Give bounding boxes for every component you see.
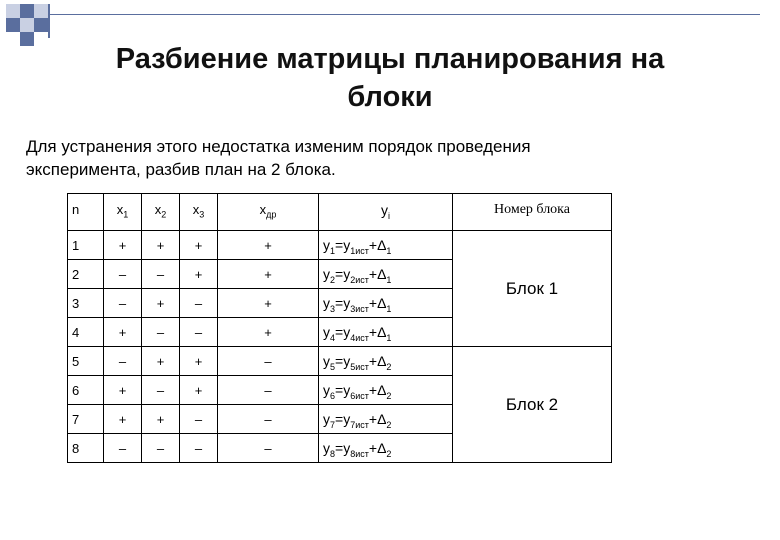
header-y: $y_i$ [319, 194, 453, 231]
intro-text: Для устранения этого недостатка изменим порядок проведения эксперимента, разбив план на 2 блока. [26, 137, 531, 179]
header-x2: $x_2$ [142, 194, 180, 231]
cell-x2: – [142, 434, 180, 463]
cell-x2: + [142, 289, 180, 318]
cell-n: 6 [68, 376, 104, 405]
block-label-1: Блок 1 [453, 231, 612, 347]
decor-square [34, 4, 48, 18]
cell-y: $y_2=y_{2ист}+\Delta_1$ [319, 260, 453, 289]
cell-y: $y_4=y_{4ист}+\Delta_1$ [319, 318, 453, 347]
cell-x3: – [180, 289, 218, 318]
cell-x3: + [180, 260, 218, 289]
header-block-number: Номер блока [453, 194, 612, 231]
cell-y: $y_1=y_{1ист}+\Delta_1$ [319, 231, 453, 260]
cell-x2: – [142, 260, 180, 289]
cell-n: 1 [68, 231, 104, 260]
cell-x2: – [142, 376, 180, 405]
decor-line-vertical [48, 4, 50, 38]
table-row [68, 347, 612, 376]
cell-xab: + [218, 318, 319, 347]
cell-xab: – [218, 434, 319, 463]
cell-n: 8 [68, 434, 104, 463]
cell-x3: – [180, 318, 218, 347]
decor-line-horizontal [48, 14, 760, 15]
cell-x1: + [104, 318, 142, 347]
table-row [68, 231, 612, 260]
planning-matrix-table [67, 193, 612, 463]
cell-xab: – [218, 347, 319, 376]
cell-x3: + [180, 347, 218, 376]
cell-x2: + [142, 347, 180, 376]
cell-x1: + [104, 376, 142, 405]
cell-y: $y_7=y_{7ист}+\Delta_2$ [319, 405, 453, 434]
cell-x1: + [104, 405, 142, 434]
cell-x1: – [104, 434, 142, 463]
slide-title: Разбиение матрицы планирования на блоки [115, 43, 665, 113]
cell-xab: – [218, 376, 319, 405]
table-header-row [68, 194, 612, 231]
cell-y: $y_5=y_{5ист}+\Delta_2$ [319, 347, 453, 376]
cell-x3: + [180, 231, 218, 260]
decor-square [34, 18, 48, 32]
header-x1: $x_1$ [104, 194, 142, 231]
cell-x1: – [104, 347, 142, 376]
cell-xab: – [218, 405, 319, 434]
header-xab: $x_{др}$ [218, 194, 319, 231]
cell-x1: + [104, 231, 142, 260]
cell-xab: + [218, 289, 319, 318]
decor-square [20, 32, 34, 46]
decor-square [20, 18, 34, 32]
cell-x2: – [142, 318, 180, 347]
cell-x1: – [104, 260, 142, 289]
cell-x3: – [180, 405, 218, 434]
cell-n: 3 [68, 289, 104, 318]
decor-square [6, 4, 20, 18]
cell-n: 4 [68, 318, 104, 347]
decor-square [20, 4, 34, 18]
header-n: n [68, 194, 104, 231]
cell-xab: + [218, 260, 319, 289]
cell-n: 7 [68, 405, 104, 434]
cell-x1: – [104, 289, 142, 318]
cell-x3: – [180, 434, 218, 463]
cell-n: 5 [68, 347, 104, 376]
cell-xab: + [218, 231, 319, 260]
header-x3: $x_3$ [180, 194, 218, 231]
decor-square [6, 18, 20, 32]
cell-n: 2 [68, 260, 104, 289]
block-label-2: Блок 2 [453, 347, 612, 463]
cell-x2: + [142, 231, 180, 260]
cell-x2: + [142, 405, 180, 434]
cell-y: $y_3=y_{3ист}+\Delta_1$ [319, 289, 453, 318]
cell-y: $y_8=y_{8ист}+\Delta_2$ [319, 434, 453, 463]
cell-y: $y_6=y_{6ист}+\Delta_2$ [319, 376, 453, 405]
cell-x3: + [180, 376, 218, 405]
